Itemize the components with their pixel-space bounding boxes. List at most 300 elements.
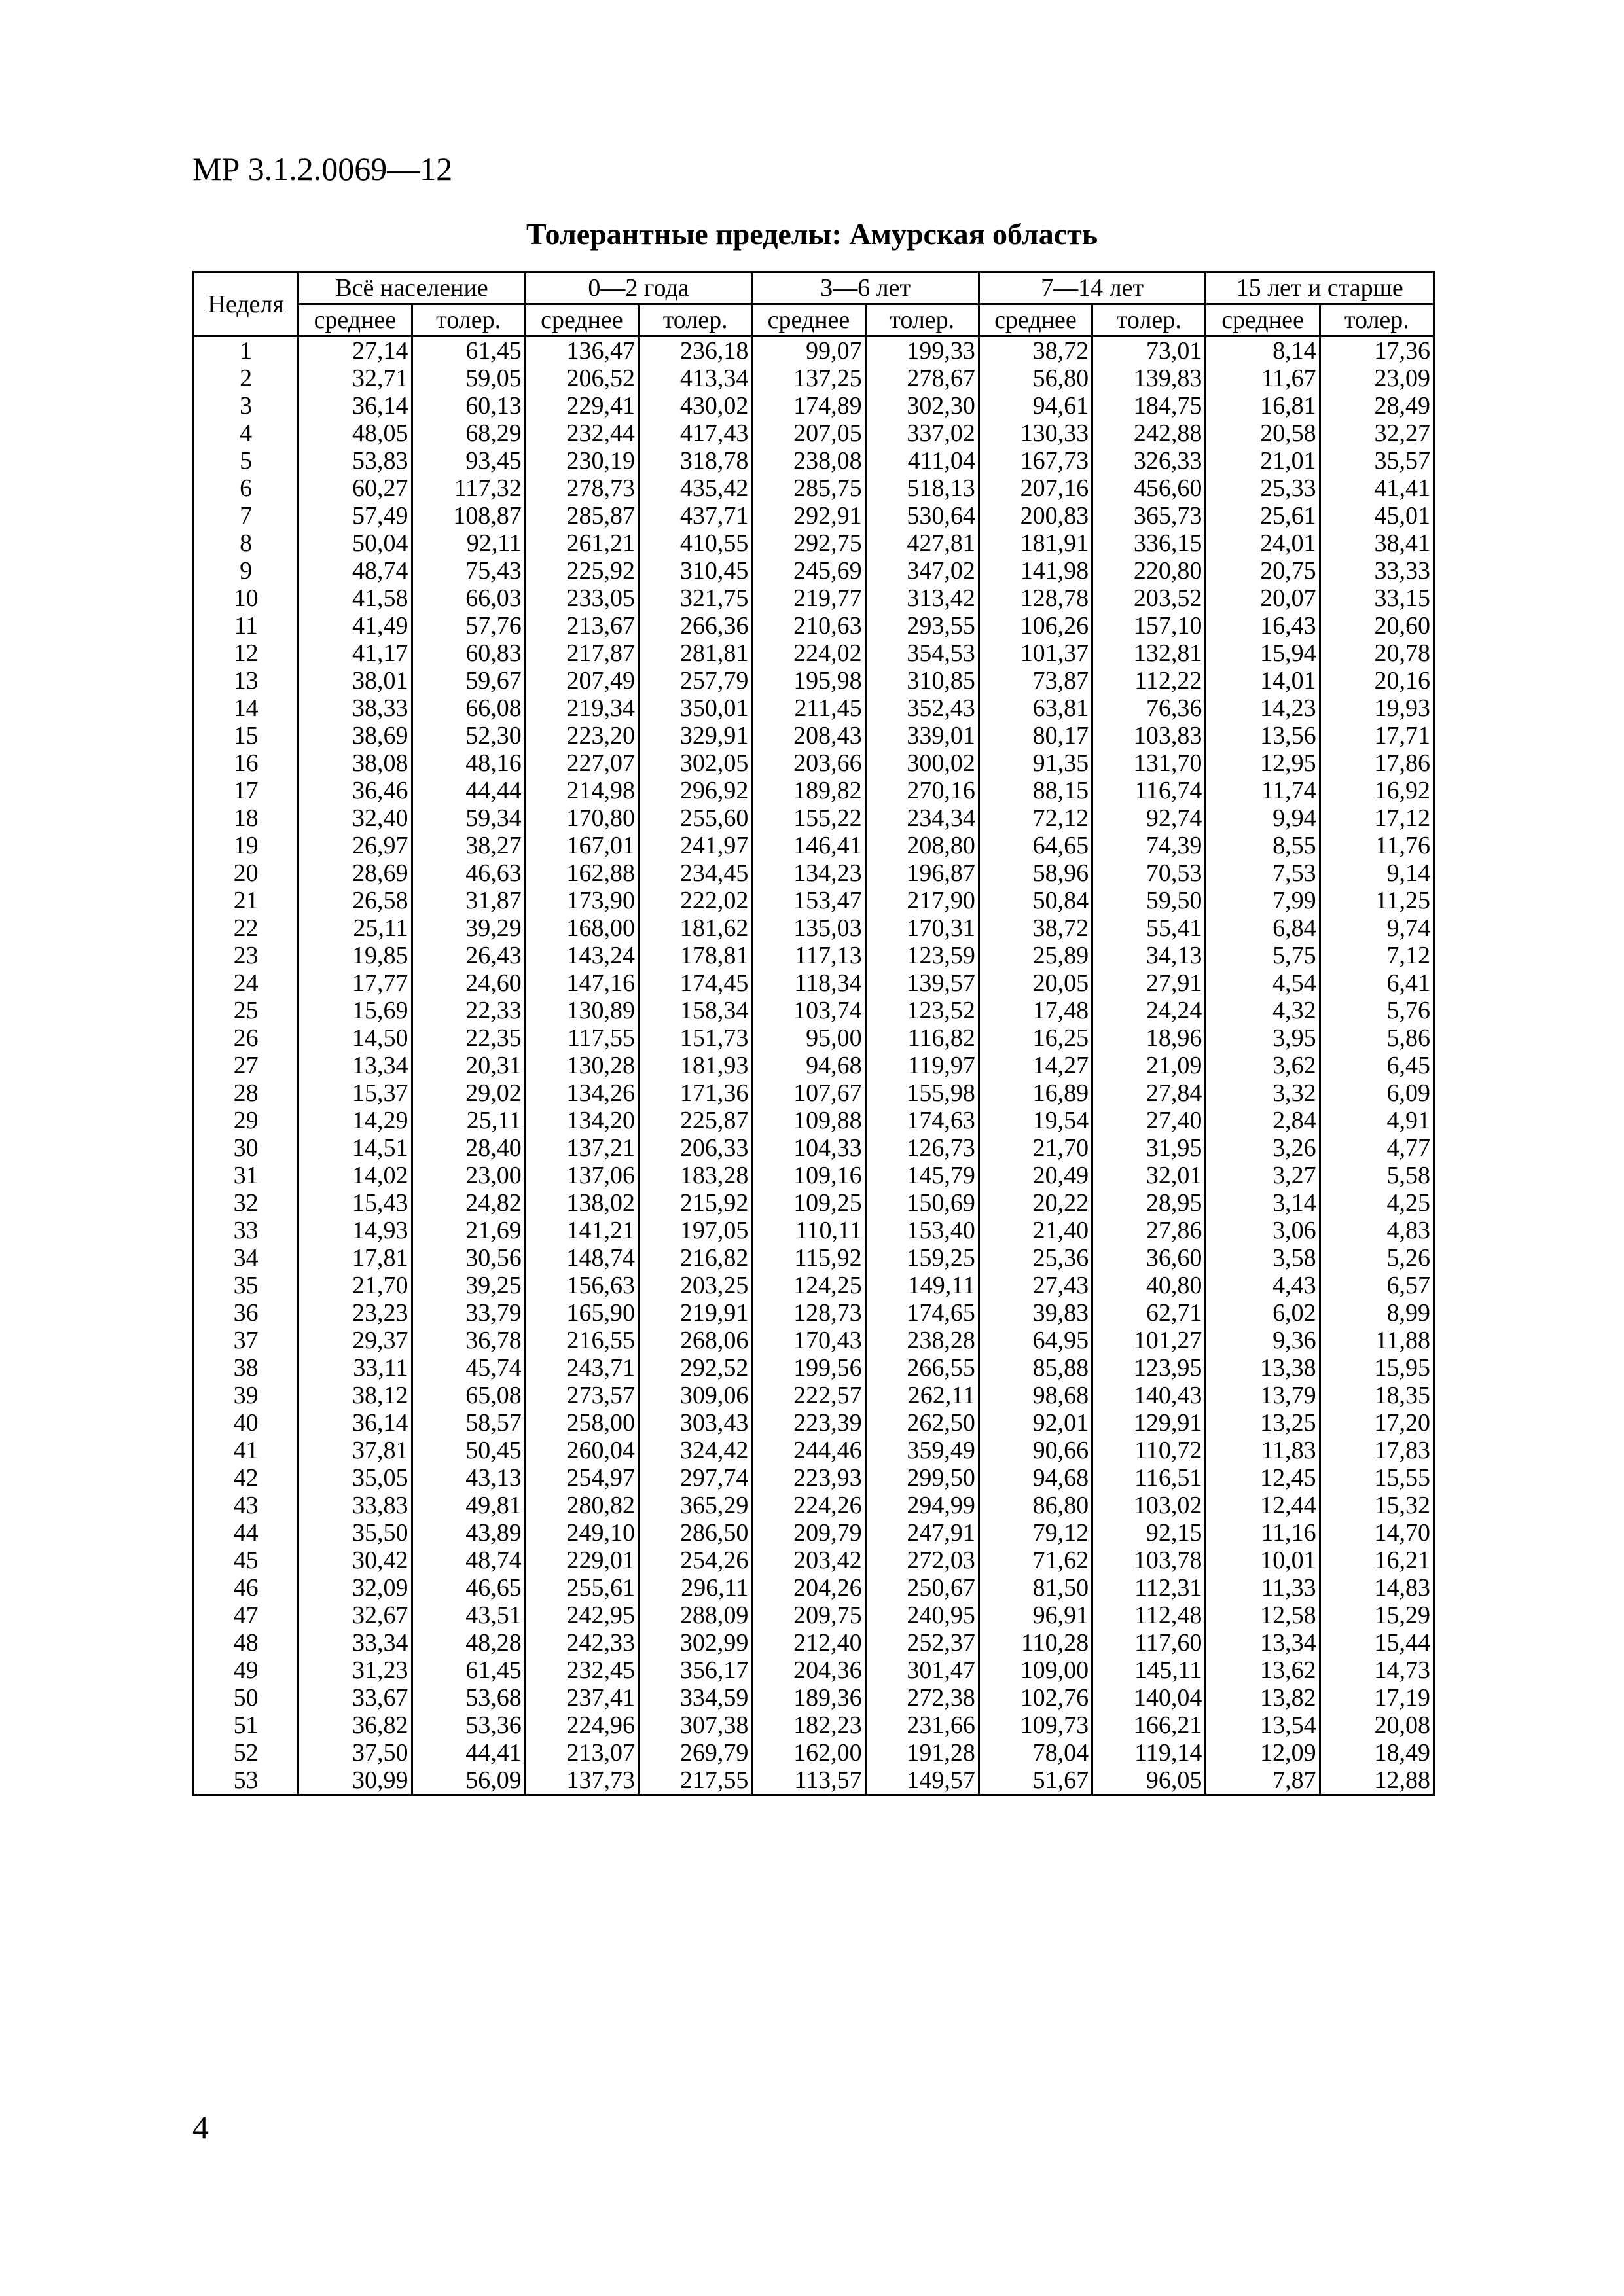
cell-15plus-mean: 12,44	[1206, 1492, 1320, 1519]
cell-3-6-tolerance: 411,04	[865, 447, 979, 475]
cell-7-14-tolerance: 365,73	[1092, 502, 1206, 529]
cell-15plus-tolerance: 6,09	[1320, 1079, 1434, 1107]
cell-all-mean: 41,58	[298, 584, 412, 612]
cell-7-14-mean: 63,81	[979, 694, 1092, 722]
cell-15plus-tolerance: 14,73	[1320, 1657, 1434, 1684]
cell-all-tolerance: 45,74	[412, 1354, 525, 1382]
cell-all-mean: 38,33	[298, 694, 412, 722]
cell-all-tolerance: 66,03	[412, 584, 525, 612]
cell-0-2-tolerance: 307,38	[639, 1712, 752, 1739]
cell-all-tolerance: 38,27	[412, 832, 525, 859]
cell-7-14-mean: 20,22	[979, 1189, 1092, 1217]
cell-3-6-tolerance: 123,59	[865, 942, 979, 969]
cell-all-mean: 32,40	[298, 804, 412, 832]
cell-0-2-tolerance: 225,87	[639, 1107, 752, 1134]
cell-7-14-tolerance: 336,15	[1092, 529, 1206, 557]
table-row	[194, 969, 1434, 997]
cell-week: 39	[194, 1382, 298, 1409]
cell-7-14-mean: 80,17	[979, 722, 1092, 749]
cell-0-2-mean: 134,26	[525, 1079, 638, 1107]
cell-15plus-tolerance: 15,44	[1320, 1629, 1434, 1657]
cell-7-14-mean: 25,89	[979, 942, 1092, 969]
cell-3-6-tolerance: 262,11	[865, 1382, 979, 1409]
cell-week: 16	[194, 749, 298, 777]
cell-0-2-mean: 232,45	[525, 1657, 638, 1684]
cell-all-mean: 17,81	[298, 1244, 412, 1272]
cell-0-2-tolerance: 171,36	[639, 1079, 752, 1107]
cell-15plus-tolerance: 14,70	[1320, 1519, 1434, 1547]
cell-15plus-mean: 11,74	[1206, 777, 1320, 804]
cell-7-14-tolerance: 18,96	[1092, 1024, 1206, 1052]
table-row	[194, 1409, 1434, 1437]
cell-7-14-mean: 181,91	[979, 529, 1092, 557]
cell-week: 41	[194, 1437, 298, 1464]
cell-0-2-tolerance: 296,92	[639, 777, 752, 804]
subheader-tolerance: толер.	[1092, 304, 1206, 336]
table-row	[194, 1024, 1434, 1052]
table-row	[194, 942, 1434, 969]
cell-all-tolerance: 48,16	[412, 749, 525, 777]
cell-7-14-mean: 106,26	[979, 612, 1092, 639]
cell-0-2-tolerance: 257,79	[639, 667, 752, 694]
cell-3-6-mean: 224,26	[752, 1492, 865, 1519]
table-row	[194, 1629, 1434, 1657]
cell-7-14-mean: 16,89	[979, 1079, 1092, 1107]
table-row	[194, 529, 1434, 557]
cell-15plus-mean: 16,43	[1206, 612, 1320, 639]
cell-3-6-tolerance: 238,28	[865, 1327, 979, 1354]
cell-week: 24	[194, 969, 298, 997]
cell-3-6-tolerance: 123,52	[865, 997, 979, 1024]
cell-0-2-tolerance: 309,06	[639, 1382, 752, 1409]
cell-week: 7	[194, 502, 298, 529]
cell-15plus-tolerance: 17,19	[1320, 1684, 1434, 1712]
cell-7-14-mean: 101,37	[979, 639, 1092, 667]
cell-7-14-tolerance: 129,91	[1092, 1409, 1206, 1437]
cell-3-6-tolerance: 339,01	[865, 722, 979, 749]
cell-0-2-mean: 143,24	[525, 942, 638, 969]
cell-7-14-mean: 102,76	[979, 1684, 1092, 1712]
cell-7-14-tolerance: 112,48	[1092, 1602, 1206, 1629]
cell-all-mean: 37,50	[298, 1739, 412, 1767]
cell-0-2-tolerance: 203,25	[639, 1272, 752, 1299]
subheader-mean: среднее	[1206, 304, 1320, 336]
cell-3-6-tolerance: 337,02	[865, 420, 979, 447]
cell-0-2-tolerance: 158,34	[639, 997, 752, 1024]
cell-all-tolerance: 24,60	[412, 969, 525, 997]
cell-3-6-mean: 170,43	[752, 1327, 865, 1354]
cell-all-tolerance: 48,74	[412, 1547, 525, 1574]
cell-week: 43	[194, 1492, 298, 1519]
table-row	[194, 1272, 1434, 1299]
subheader-tolerance: толер.	[639, 304, 752, 336]
cell-15plus-tolerance: 17,20	[1320, 1409, 1434, 1437]
cell-15plus-tolerance: 15,95	[1320, 1354, 1434, 1382]
cell-week: 21	[194, 887, 298, 914]
cell-15plus-tolerance: 4,25	[1320, 1189, 1434, 1217]
cell-all-mean: 35,05	[298, 1464, 412, 1492]
cell-15plus-mean: 20,58	[1206, 420, 1320, 447]
cell-3-6-mean: 209,79	[752, 1519, 865, 1547]
table-row	[194, 777, 1434, 804]
cell-0-2-mean: 214,98	[525, 777, 638, 804]
cell-15plus-tolerance: 7,12	[1320, 942, 1434, 969]
cell-week: 47	[194, 1602, 298, 1629]
cell-3-6-mean: 115,92	[752, 1244, 865, 1272]
cell-3-6-tolerance: 313,42	[865, 584, 979, 612]
cell-3-6-tolerance: 159,25	[865, 1244, 979, 1272]
cell-3-6-tolerance: 231,66	[865, 1712, 979, 1739]
week-column-header: Неделя	[194, 272, 298, 336]
cell-3-6-mean: 117,13	[752, 942, 865, 969]
cell-3-6-tolerance: 174,63	[865, 1107, 979, 1134]
cell-0-2-mean: 138,02	[525, 1189, 638, 1217]
cell-3-6-mean: 189,82	[752, 777, 865, 804]
cell-7-14-tolerance: 62,71	[1092, 1299, 1206, 1327]
cell-3-6-tolerance: 518,13	[865, 475, 979, 502]
cell-week: 26	[194, 1024, 298, 1052]
cell-3-6-mean: 212,40	[752, 1629, 865, 1657]
cell-7-14-tolerance: 123,95	[1092, 1354, 1206, 1382]
cell-0-2-tolerance: 183,28	[639, 1162, 752, 1189]
cell-all-tolerance: 75,43	[412, 557, 525, 584]
cell-7-14-tolerance: 101,27	[1092, 1327, 1206, 1354]
cell-7-14-mean: 64,65	[979, 832, 1092, 859]
cell-7-14-mean: 64,95	[979, 1327, 1092, 1354]
cell-all-tolerance: 31,87	[412, 887, 525, 914]
cell-0-2-mean: 137,73	[525, 1767, 638, 1795]
cell-0-2-mean: 162,88	[525, 859, 638, 887]
cell-3-6-tolerance: 310,85	[865, 667, 979, 694]
cell-week: 28	[194, 1079, 298, 1107]
cell-all-tolerance: 49,81	[412, 1492, 525, 1519]
table-row	[194, 1107, 1434, 1134]
cell-7-14-mean: 79,12	[979, 1519, 1092, 1547]
cell-15plus-mean: 14,23	[1206, 694, 1320, 722]
cell-15plus-mean: 8,14	[1206, 336, 1320, 365]
cell-all-tolerance: 25,11	[412, 1107, 525, 1134]
cell-3-6-tolerance: 302,30	[865, 392, 979, 420]
cell-15plus-tolerance: 18,49	[1320, 1739, 1434, 1767]
cell-15plus-tolerance: 16,92	[1320, 777, 1434, 804]
cell-3-6-tolerance: 191,28	[865, 1739, 979, 1767]
cell-3-6-mean: 104,33	[752, 1134, 865, 1162]
cell-15plus-tolerance: 45,01	[1320, 502, 1434, 529]
cell-all-tolerance: 61,45	[412, 1657, 525, 1684]
cell-15plus-tolerance: 12,88	[1320, 1767, 1434, 1795]
table-row	[194, 1739, 1434, 1767]
cell-0-2-mean: 273,57	[525, 1382, 638, 1409]
table-row	[194, 667, 1434, 694]
cell-15plus-tolerance: 20,16	[1320, 667, 1434, 694]
cell-15plus-tolerance: 38,41	[1320, 529, 1434, 557]
cell-7-14-mean: 90,66	[979, 1437, 1092, 1464]
table-row	[194, 1134, 1434, 1162]
cell-15plus-mean: 7,53	[1206, 859, 1320, 887]
cell-3-6-mean: 134,23	[752, 859, 865, 887]
group-header-3-6-years: 3—6 лет	[752, 272, 979, 304]
cell-15plus-mean: 13,38	[1206, 1354, 1320, 1382]
cell-3-6-tolerance: 247,91	[865, 1519, 979, 1547]
cell-all-mean: 31,23	[298, 1657, 412, 1684]
cell-7-14-mean: 109,73	[979, 1712, 1092, 1739]
cell-all-mean: 32,67	[298, 1602, 412, 1629]
cell-3-6-tolerance: 252,37	[865, 1629, 979, 1657]
cell-0-2-tolerance: 268,06	[639, 1327, 752, 1354]
cell-0-2-mean: 229,01	[525, 1547, 638, 1574]
table-row	[194, 694, 1434, 722]
cell-7-14-tolerance: 166,21	[1092, 1712, 1206, 1739]
cell-3-6-tolerance: 272,38	[865, 1684, 979, 1712]
cell-3-6-tolerance: 347,02	[865, 557, 979, 584]
cell-7-14-mean: 94,61	[979, 392, 1092, 420]
cell-week: 34	[194, 1244, 298, 1272]
cell-all-tolerance: 39,29	[412, 914, 525, 942]
table-row	[194, 365, 1434, 392]
cell-15plus-mean: 5,75	[1206, 942, 1320, 969]
cell-7-14-tolerance: 92,15	[1092, 1519, 1206, 1547]
cell-15plus-mean: 11,67	[1206, 365, 1320, 392]
cell-all-mean: 33,34	[298, 1629, 412, 1657]
cell-0-2-tolerance: 350,01	[639, 694, 752, 722]
table-row	[194, 447, 1434, 475]
cell-15plus-tolerance: 5,76	[1320, 997, 1434, 1024]
cell-0-2-mean: 167,01	[525, 832, 638, 859]
cell-0-2-mean: 148,74	[525, 1244, 638, 1272]
cell-7-14-mean: 71,62	[979, 1547, 1092, 1574]
cell-0-2-mean: 213,67	[525, 612, 638, 639]
cell-all-mean: 26,97	[298, 832, 412, 859]
cell-0-2-tolerance: 269,79	[639, 1739, 752, 1767]
table-row	[194, 997, 1434, 1024]
cell-0-2-tolerance: 266,36	[639, 612, 752, 639]
cell-all-mean: 15,43	[298, 1189, 412, 1217]
cell-15plus-tolerance: 9,14	[1320, 859, 1434, 887]
cell-all-mean: 29,37	[298, 1327, 412, 1354]
cell-7-14-tolerance: 34,13	[1092, 942, 1206, 969]
header-row-groups	[194, 272, 1434, 304]
cell-week: 38	[194, 1354, 298, 1382]
cell-15plus-mean: 7,99	[1206, 887, 1320, 914]
cell-3-6-tolerance: 299,50	[865, 1464, 979, 1492]
cell-15plus-mean: 4,32	[1206, 997, 1320, 1024]
cell-week: 10	[194, 584, 298, 612]
subheader-tolerance: толер.	[865, 304, 979, 336]
cell-3-6-mean: 204,36	[752, 1657, 865, 1684]
cell-7-14-tolerance: 139,83	[1092, 365, 1206, 392]
cell-7-14-mean: 73,87	[979, 667, 1092, 694]
cell-all-mean: 35,50	[298, 1519, 412, 1547]
cell-15plus-mean: 6,02	[1206, 1299, 1320, 1327]
cell-0-2-tolerance: 356,17	[639, 1657, 752, 1684]
table-row	[194, 1712, 1434, 1739]
cell-3-6-mean: 203,66	[752, 749, 865, 777]
cell-0-2-tolerance: 197,05	[639, 1217, 752, 1244]
cell-0-2-mean: 141,21	[525, 1217, 638, 1244]
cell-0-2-mean: 213,07	[525, 1739, 638, 1767]
cell-3-6-mean: 174,89	[752, 392, 865, 420]
cell-0-2-tolerance: 236,18	[639, 336, 752, 365]
cell-week: 23	[194, 942, 298, 969]
cell-3-6-tolerance: 153,40	[865, 1217, 979, 1244]
cell-7-14-tolerance: 32,01	[1092, 1162, 1206, 1189]
cell-0-2-tolerance: 292,52	[639, 1354, 752, 1382]
cell-all-tolerance: 23,00	[412, 1162, 525, 1189]
cell-7-14-tolerance: 140,04	[1092, 1684, 1206, 1712]
cell-all-tolerance: 58,57	[412, 1409, 525, 1437]
cell-0-2-mean: 243,71	[525, 1354, 638, 1382]
document-title: Толерантные пределы: Амурская область	[526, 217, 1098, 251]
cell-7-14-tolerance: 132,81	[1092, 639, 1206, 667]
table-row	[194, 1299, 1434, 1327]
cell-week: 35	[194, 1272, 298, 1299]
table-row	[194, 612, 1434, 639]
cell-week: 15	[194, 722, 298, 749]
cell-all-tolerance: 60,83	[412, 639, 525, 667]
cell-3-6-mean: 211,45	[752, 694, 865, 722]
cell-15plus-tolerance: 15,32	[1320, 1492, 1434, 1519]
cell-7-14-mean: 94,68	[979, 1464, 1092, 1492]
cell-15plus-tolerance: 19,93	[1320, 694, 1434, 722]
cell-7-14-mean: 98,68	[979, 1382, 1092, 1409]
cell-all-mean: 21,70	[298, 1272, 412, 1299]
cell-7-14-mean: 56,80	[979, 365, 1092, 392]
cell-0-2-mean: 280,82	[525, 1492, 638, 1519]
cell-3-6-mean: 109,25	[752, 1189, 865, 1217]
cell-0-2-mean: 224,96	[525, 1712, 638, 1739]
cell-15plus-mean: 25,61	[1206, 502, 1320, 529]
cell-0-2-mean: 233,05	[525, 584, 638, 612]
cell-0-2-tolerance: 318,78	[639, 447, 752, 475]
cell-7-14-mean: 21,70	[979, 1134, 1092, 1162]
table-row	[194, 1354, 1434, 1382]
cell-all-mean: 36,46	[298, 777, 412, 804]
cell-7-14-tolerance: 70,53	[1092, 859, 1206, 887]
document-code: МР 3.1.2.0069—12	[192, 151, 453, 187]
cell-all-tolerance: 53,36	[412, 1712, 525, 1739]
cell-15plus-tolerance: 11,25	[1320, 887, 1434, 914]
cell-3-6-tolerance: 262,50	[865, 1409, 979, 1437]
cell-all-mean: 36,14	[298, 392, 412, 420]
cell-0-2-tolerance: 222,02	[639, 887, 752, 914]
cell-7-14-tolerance: 242,88	[1092, 420, 1206, 447]
cell-week: 20	[194, 859, 298, 887]
cell-all-mean: 14,50	[298, 1024, 412, 1052]
cell-15plus-mean: 3,27	[1206, 1162, 1320, 1189]
cell-0-2-tolerance: 255,60	[639, 804, 752, 832]
cell-15plus-mean: 12,58	[1206, 1602, 1320, 1629]
cell-0-2-tolerance: 181,93	[639, 1052, 752, 1079]
cell-3-6-mean: 285,75	[752, 475, 865, 502]
cell-week: 52	[194, 1739, 298, 1767]
cell-all-tolerance: 22,33	[412, 997, 525, 1024]
cell-0-2-mean: 134,20	[525, 1107, 638, 1134]
cell-all-tolerance: 43,89	[412, 1519, 525, 1547]
cell-15plus-mean: 21,01	[1206, 447, 1320, 475]
cell-15plus-tolerance: 5,86	[1320, 1024, 1434, 1052]
cell-7-14-tolerance: 92,74	[1092, 804, 1206, 832]
cell-3-6-mean: 110,11	[752, 1217, 865, 1244]
cell-15plus-mean: 13,34	[1206, 1629, 1320, 1657]
cell-7-14-mean: 141,98	[979, 557, 1092, 584]
cell-15plus-mean: 11,33	[1206, 1574, 1320, 1602]
cell-15plus-mean: 11,16	[1206, 1519, 1320, 1547]
cell-15plus-tolerance: 17,36	[1320, 336, 1434, 365]
cell-15plus-tolerance: 20,08	[1320, 1712, 1434, 1739]
cell-week: 44	[194, 1519, 298, 1547]
group-header-7-14-years: 7—14 лет	[979, 272, 1206, 304]
cell-week: 4	[194, 420, 298, 447]
cell-week: 33	[194, 1217, 298, 1244]
cell-15plus-mean: 6,84	[1206, 914, 1320, 942]
cell-7-14-mean: 17,48	[979, 997, 1092, 1024]
cell-3-6-mean: 222,57	[752, 1382, 865, 1409]
cell-week: 37	[194, 1327, 298, 1354]
cell-7-14-tolerance: 76,36	[1092, 694, 1206, 722]
tolerance-table	[192, 271, 1435, 1796]
cell-3-6-mean: 223,93	[752, 1464, 865, 1492]
cell-all-mean: 48,74	[298, 557, 412, 584]
cell-0-2-mean: 173,90	[525, 887, 638, 914]
cell-15plus-mean: 11,83	[1206, 1437, 1320, 1464]
table-row	[194, 1657, 1434, 1684]
cell-7-14-mean: 50,84	[979, 887, 1092, 914]
cell-3-6-mean: 146,41	[752, 832, 865, 859]
cell-week: 45	[194, 1547, 298, 1574]
cell-15plus-mean: 3,32	[1206, 1079, 1320, 1107]
cell-7-14-tolerance: 40,80	[1092, 1272, 1206, 1299]
cell-3-6-tolerance: 119,97	[865, 1052, 979, 1079]
cell-15plus-mean: 20,75	[1206, 557, 1320, 584]
table-header	[194, 272, 1434, 336]
cell-15plus-mean: 7,87	[1206, 1767, 1320, 1795]
table-row	[194, 1519, 1434, 1547]
cell-15plus-mean: 12,09	[1206, 1739, 1320, 1767]
cell-all-tolerance: 22,35	[412, 1024, 525, 1052]
cell-0-2-tolerance: 151,73	[639, 1024, 752, 1052]
cell-0-2-mean: 285,87	[525, 502, 638, 529]
cell-all-mean: 32,71	[298, 365, 412, 392]
cell-week: 30	[194, 1134, 298, 1162]
cell-15plus-tolerance: 15,29	[1320, 1602, 1434, 1629]
cell-0-2-mean: 261,21	[525, 529, 638, 557]
cell-15plus-tolerance: 5,26	[1320, 1244, 1434, 1272]
cell-7-14-tolerance: 59,50	[1092, 887, 1206, 914]
cell-week: 18	[194, 804, 298, 832]
cell-7-14-mean: 110,28	[979, 1629, 1092, 1657]
cell-all-mean: 38,12	[298, 1382, 412, 1409]
cell-15plus-tolerance: 23,09	[1320, 365, 1434, 392]
cell-0-2-tolerance: 430,02	[639, 392, 752, 420]
cell-0-2-tolerance: 286,50	[639, 1519, 752, 1547]
cell-all-tolerance: 30,56	[412, 1244, 525, 1272]
cell-all-mean: 30,99	[298, 1767, 412, 1795]
cell-15plus-tolerance: 6,45	[1320, 1052, 1434, 1079]
cell-0-2-tolerance: 302,99	[639, 1629, 752, 1657]
cell-0-2-tolerance: 321,75	[639, 584, 752, 612]
cell-0-2-tolerance: 181,62	[639, 914, 752, 942]
cell-3-6-mean: 113,57	[752, 1767, 865, 1795]
cell-3-6-mean: 244,46	[752, 1437, 865, 1464]
cell-all-tolerance: 44,44	[412, 777, 525, 804]
cell-15plus-mean: 3,14	[1206, 1189, 1320, 1217]
cell-15plus-tolerance: 17,71	[1320, 722, 1434, 749]
table-row	[194, 1244, 1434, 1272]
cell-week: 3	[194, 392, 298, 420]
cell-3-6-tolerance: 116,82	[865, 1024, 979, 1052]
table-row	[194, 1382, 1434, 1409]
cell-0-2-tolerance: 206,33	[639, 1134, 752, 1162]
